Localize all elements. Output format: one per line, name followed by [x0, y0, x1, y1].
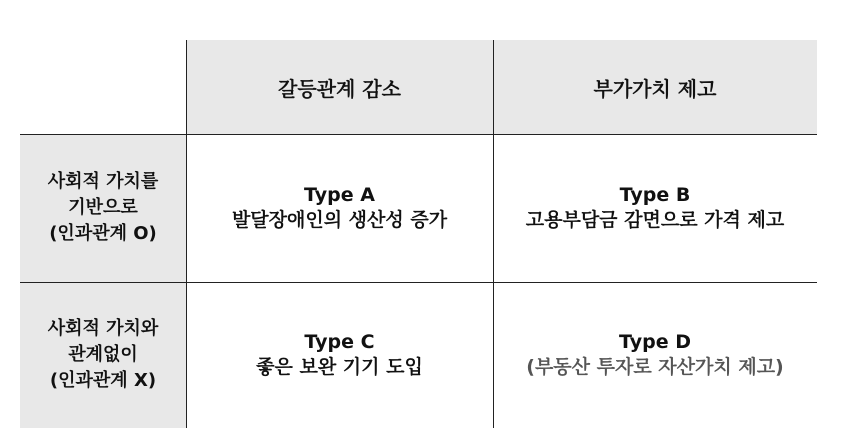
column-header-label: 갈등관계 감소 — [278, 76, 401, 101]
cell-title: Type C — [304, 331, 375, 353]
cell-type-a — [186, 134, 493, 282]
row-label-line: (인과관계 O) — [49, 223, 157, 244]
row-label-line: 기반으로 — [68, 197, 138, 218]
row-label-line: (인과관계 X) — [49, 370, 157, 391]
column-header-label: 부가가치 제고 — [593, 76, 717, 101]
cell-type-d — [493, 282, 817, 428]
cell-title: Type D — [619, 331, 691, 353]
cell-description: (부동산 투자로 자산가치 제고) — [526, 356, 784, 378]
grid-line-horizontal — [20, 282, 817, 283]
cell-title: Type B — [619, 184, 691, 206]
cell-type-c — [186, 282, 493, 428]
grid-line-vertical — [186, 40, 187, 428]
row-label-line: 사회적 가치와 — [47, 318, 159, 339]
cell-description: 발달장애인의 생산성 증가 — [231, 209, 448, 231]
grid-line-horizontal — [20, 134, 817, 135]
grid-line-vertical — [493, 40, 494, 428]
cell-type-b — [493, 134, 817, 282]
column-header-value-added — [493, 40, 817, 134]
row-label-line: 관계없이 — [68, 344, 138, 365]
row-header-social-value-based — [20, 134, 186, 282]
cell-title: Type A — [304, 184, 375, 206]
row-header-social-value-unrelated — [20, 282, 186, 428]
cell-description: 좋은 보완 기기 도입 — [256, 356, 423, 378]
row-label-line: 사회적 가치를 — [47, 171, 159, 192]
column-header-conflict-reduction — [186, 40, 493, 134]
cell-description: 고용부담금 감면으로 가격 제고 — [525, 209, 785, 231]
